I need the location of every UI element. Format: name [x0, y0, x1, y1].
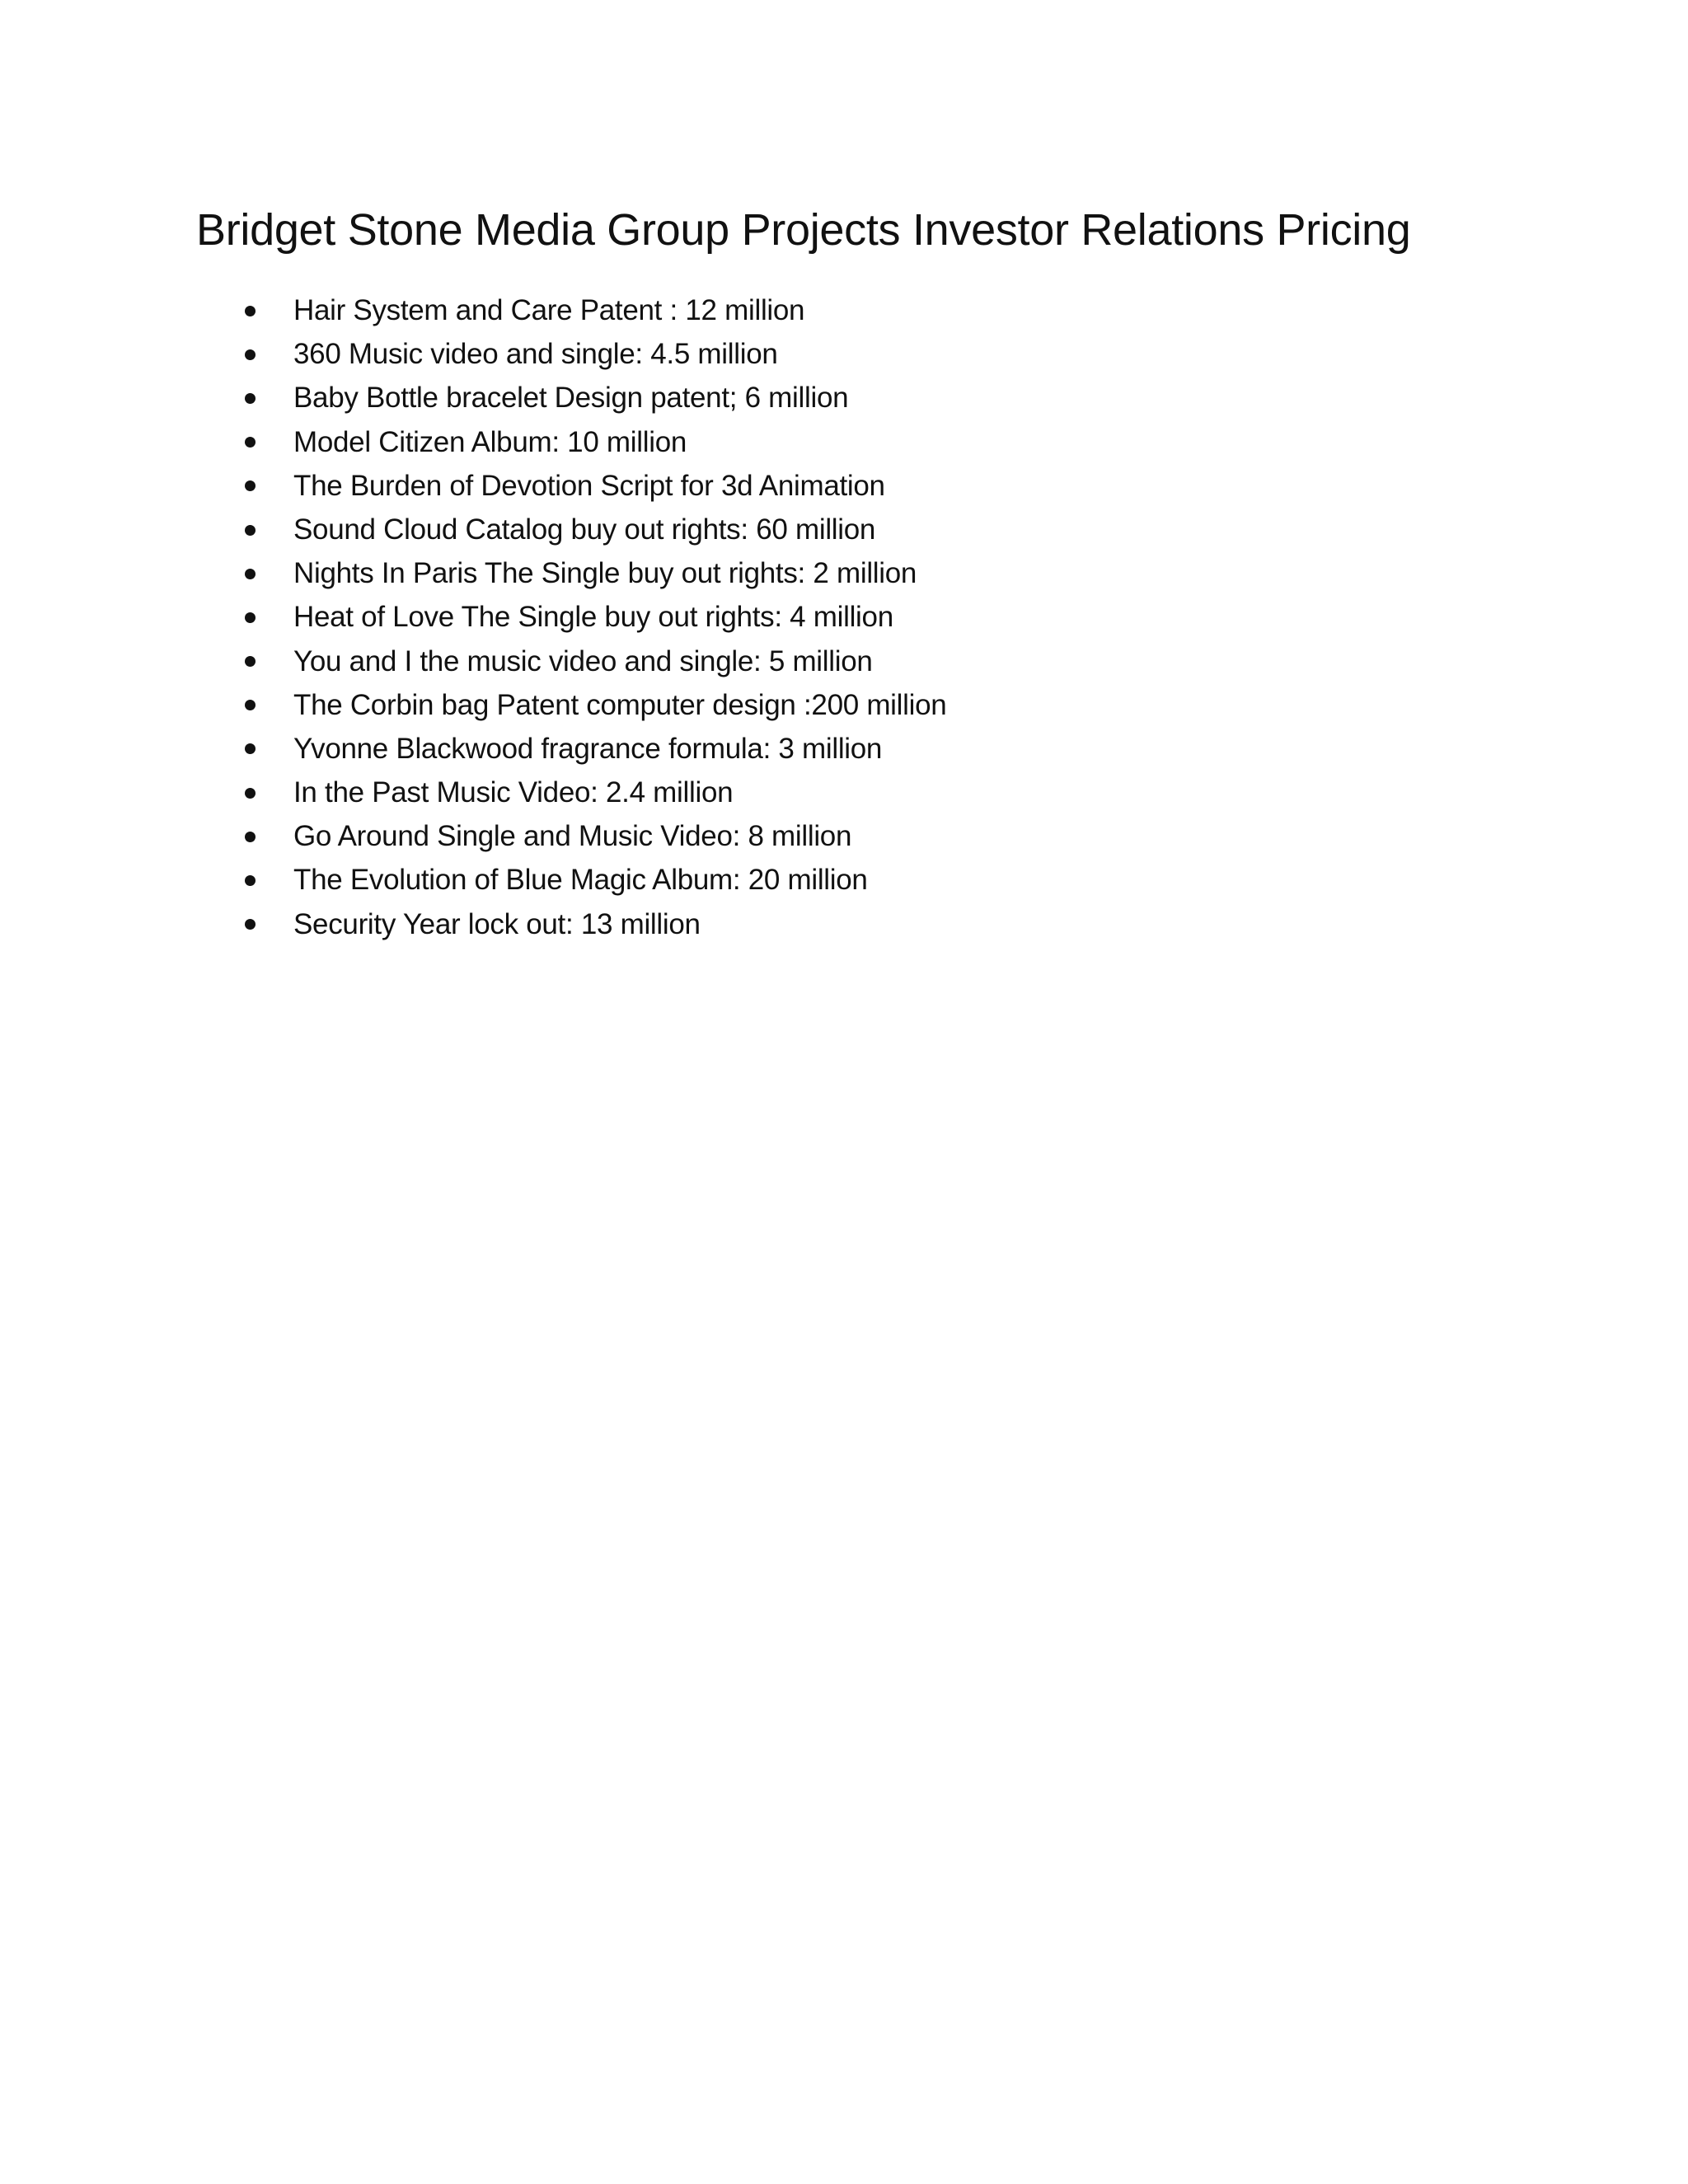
list-item	[293, 288, 946, 332]
list-item	[293, 814, 946, 858]
list-item	[293, 464, 946, 508]
bullet-icon	[245, 875, 256, 886]
bullet-icon	[245, 832, 256, 842]
bullet-icon	[245, 569, 256, 579]
list-item	[293, 902, 946, 946]
list-item	[293, 551, 946, 595]
list-item-text: The Burden of Devotion Script for 3d Animation	[293, 469, 885, 502]
bullet-icon	[245, 393, 256, 404]
list-item	[293, 858, 946, 902]
list-item	[293, 727, 946, 771]
bullet-icon	[245, 306, 256, 316]
list-item	[293, 771, 946, 814]
list-item	[293, 420, 946, 464]
bullet-icon	[245, 349, 256, 360]
list-item-text: 360 Music video and single: 4.5 million	[293, 338, 778, 371]
pricing-list	[293, 288, 946, 946]
list-item	[293, 332, 946, 376]
list-item-text: Hair System and Care Patent : 12 million	[293, 294, 805, 326]
page-title: Bridget Stone Media Group Projects Investor Relations Pricing	[196, 205, 1411, 255]
bullet-icon	[245, 437, 256, 448]
list-item	[293, 595, 946, 639]
list-item-text: Yvonne Blackwood fragrance formula: 3 million	[293, 732, 883, 765]
list-item-text: Security Year lock out: 13 million	[293, 907, 701, 940]
bullet-icon	[245, 525, 256, 536]
list-item-text: Go Around Single and Music Video: 8 million	[293, 820, 852, 853]
list-item-text: Model Citizen Album: 10 million	[293, 425, 687, 458]
list-item-text: Nights In Paris The Single buy out rights: 2 million	[293, 557, 917, 590]
bullet-icon	[245, 788, 256, 799]
list-item-text: The Evolution of Blue Magic Album: 20 million	[293, 864, 868, 897]
bullet-icon	[245, 612, 256, 623]
list-item	[293, 683, 946, 727]
list-item-text: The Corbin bag Patent computer design :200 million	[293, 688, 947, 721]
list-item-text: You and I the music video and single: 5 million	[293, 644, 873, 677]
bullet-icon	[245, 743, 256, 754]
list-item	[293, 508, 946, 551]
bullet-icon	[245, 919, 256, 930]
bullet-icon	[245, 656, 256, 667]
list-item-text: Heat of Love The Single buy out rights: 4 million	[293, 601, 893, 634]
bullet-icon	[245, 480, 256, 491]
list-item-text: Baby Bottle bracelet Design patent; 6 million	[293, 382, 849, 415]
list-item-text: In the Past Music Video: 2.4 million	[293, 776, 734, 809]
list-item-text: Sound Cloud Catalog buy out rights: 60 million	[293, 513, 876, 546]
list-item	[293, 376, 946, 419]
list-item	[293, 640, 946, 683]
bullet-icon	[245, 700, 256, 710]
